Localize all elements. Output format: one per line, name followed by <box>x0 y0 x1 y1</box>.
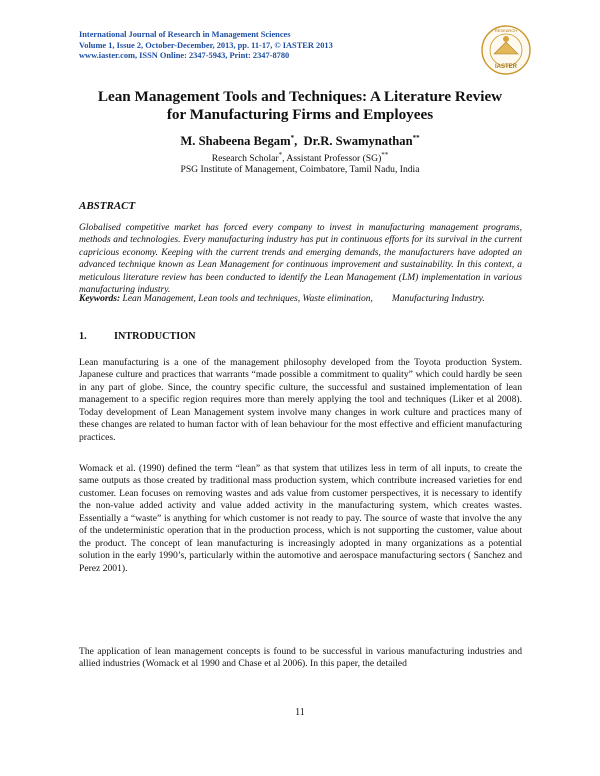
journal-issn: www.iaster.com, ISSN Online: 2347-5943, Print: 2347-8780 <box>79 51 290 61</box>
paper-title <box>60 88 540 123</box>
role-2-mark: ** <box>381 151 389 159</box>
section-title: INTRODUCTION <box>114 331 196 342</box>
role-1-mark: * <box>278 151 283 159</box>
author-2: Dr.R. Swamynathan <box>303 134 413 149</box>
author-2-mark: ** <box>412 134 420 142</box>
journal-header <box>79 30 379 62</box>
journal-volume: Volume 1, Issue 2, October-December, 2013, pp. 11-17, © IASTER 2013 <box>79 40 333 50</box>
institute: PSG Institute of Management, Coimbatore, Tamil Nadu, India <box>180 164 420 175</box>
iaster-logo-icon <box>480 24 532 76</box>
paragraph-1: Lean manufacturing is a one of the management philosophy developed from the Toyota production System. Japanese culture and practices that warrants “made possible a commitment to quality” which could hardly be seen in any part of globe. Since, the country specific culture, the successful and sustained implementation of lean management to a specific region requires more than merely applying the tool and techniques (Liker et al 2008). Today development of Lean Management system involve many changes in work culture and practices many of these changes are related to human factor with of lean behaviour for the most effective and efficient manufacturing practices. <box>79 357 522 443</box>
author-1: M. Shabeena Begam <box>180 134 291 149</box>
title-line-2: for Manufacturing Firms and Employees <box>166 105 434 123</box>
keywords <box>79 293 522 305</box>
page-number: 11 <box>295 707 305 718</box>
paragraph-2: Womack et al. (1990) defined the term “lean” as that system that utilizes less in term of all inputs, to create the same outputs as those created by traditional mass production system, which contribute increased varieties for end customer. Lean focuses on removing wastes and ads value from customer perspectives, it is necessary to identify the non-value added activity and value added activity in the manufacturing system, which creates wastes. Essentially a “waste” is anything for which customer is not ready to pay. The source of waste that involve the any of the undeterministic operation that in the production process, which is not supporting the customer, value about the product. The concept of lean manufacturing is increasingly adopted in many organizations as a potential solution in the early 1990’s, particularly within the automotive and aerospace manufacturing sectors ( Sanchez and Perez 2001). <box>79 463 522 574</box>
keywords-label: Keywords: <box>79 294 121 304</box>
abstract-text: Globalised competitive market has forced every company to invest in manufacturing management programs, methods and technologies. Every manufacturing industry has put in continuous efforts for its survival in the current capricious economy. Keeping with the current trends and emerging demands, the manufacturers have adopted an advanced technique known as Lean Management for continuous improvement and sustainability. In this context, a meticulous literature review has been conducted to identify the Lean Management (LM) implementation in various manufacturing industry. <box>79 223 522 296</box>
logo-text: IASTER <box>494 64 518 70</box>
keywords-text: Lean Management, Lean tools and techniques, Waste elimination, Manufacturing Industry. <box>120 294 485 304</box>
abstract-heading: ABSTRACT <box>79 200 136 212</box>
role-1: Research Scholar <box>211 153 279 165</box>
title-line-1: Lean Management Tools and Techniques: A Literature Review <box>97 88 503 105</box>
journal-name: International Journal of Research in Management Sciences <box>79 30 291 39</box>
author-roles <box>60 151 540 164</box>
section-number: 1. <box>79 331 87 342</box>
author-separator: , <box>294 134 304 149</box>
author-1-mark: * <box>290 134 295 142</box>
authors <box>60 134 540 149</box>
paragraph-3: The application of lean management concepts is found to be successful in various manufacturing industries and allied industries (Womack et al 1990 and Chase et al 2006). In this paper, the detailed <box>79 646 522 670</box>
logo-ring-text: RESEARCH <box>494 28 518 33</box>
role-2: Assistant Professor (SG) <box>286 153 382 165</box>
role-joiner: , <box>282 153 287 165</box>
